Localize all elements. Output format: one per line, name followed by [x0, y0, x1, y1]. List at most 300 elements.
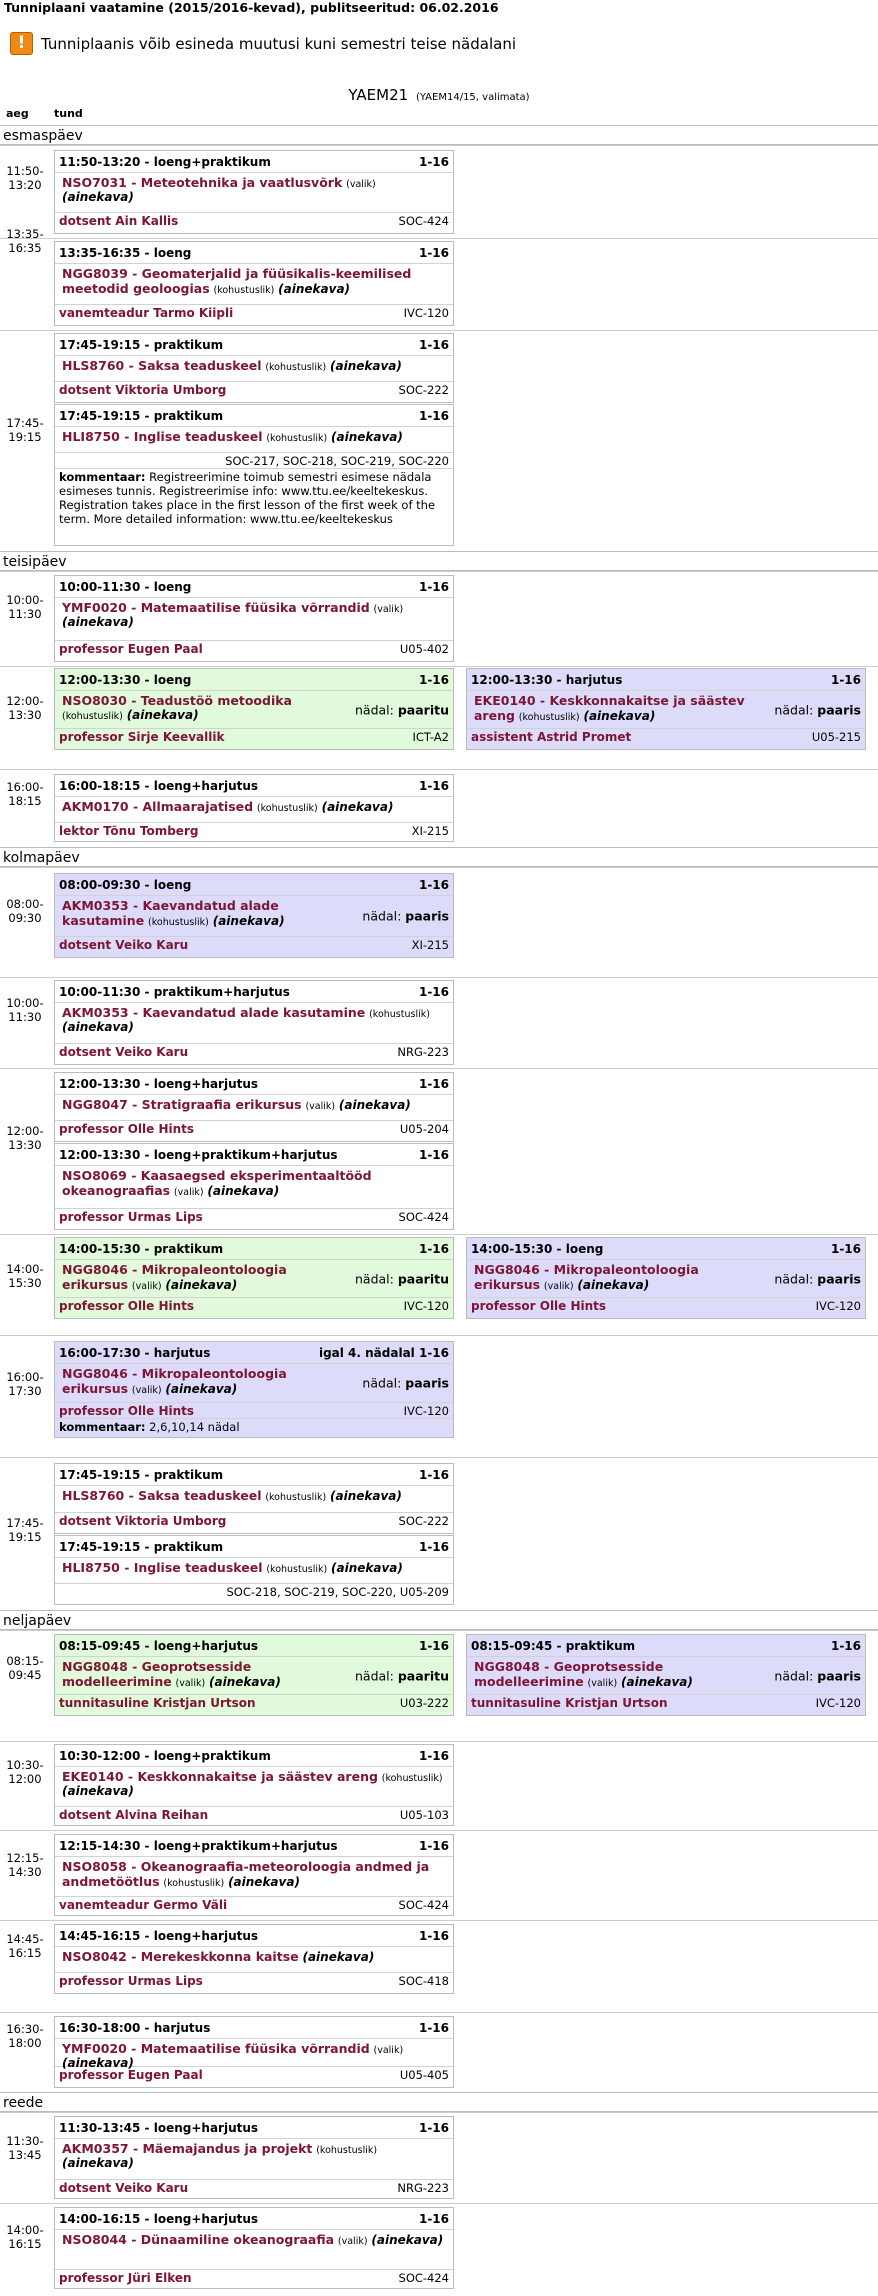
course-text: [62, 1366, 353, 1396]
course-type-tag: (valik): [543, 1281, 574, 1292]
day-header: reede: [0, 2092, 878, 2112]
lecturer-room-row: [467, 729, 865, 745]
group-code: YAEM21: [348, 86, 409, 104]
lecturer-link[interactable]: dotsent Viktoria Umborg: [59, 383, 227, 397]
class-card: [54, 333, 454, 403]
class-card: [54, 1237, 454, 1319]
course-link[interactable]: NSO7031 - Meteotehnika ja vaatlusvõrk: [62, 175, 343, 190]
slot-separator: [0, 238, 878, 239]
class-card: [54, 150, 454, 234]
lecturer-link[interactable]: dotsent Veiko Karu: [59, 2181, 189, 2195]
room-label: XI-215: [411, 824, 449, 838]
ainekava-link[interactable]: (ainekava): [62, 1784, 134, 1798]
room-label: ICT-A2: [412, 730, 449, 744]
class-time-type: 08:15-09:45 - loeng+harjutus: [59, 1639, 259, 1653]
class-card: [466, 668, 866, 750]
class-card: [54, 2016, 454, 2088]
class-weeks: 1-16: [418, 246, 449, 260]
class-header: [55, 1144, 453, 1166]
class-weeks: 1-16: [418, 338, 449, 352]
course-type-tag: (valik): [587, 1678, 618, 1689]
course-link[interactable]: EKE0140 - Keskkonnakaitse ja säästev areng: [62, 1769, 378, 1784]
comment-label: kommentaar:: [59, 470, 146, 484]
week-label: nädal:: [362, 1375, 402, 1391]
class-card: [54, 2116, 454, 2199]
week-label: nädal:: [774, 702, 814, 717]
week-parity: [774, 1668, 861, 1683]
lecturer-room-row: [467, 1298, 865, 1314]
week-label: nädal:: [774, 1271, 814, 1286]
class-header: [55, 1238, 453, 1260]
course-type-tag: (kohustuslik): [256, 803, 318, 814]
class-header: [55, 1745, 453, 1767]
course-type-tag: (kohustuslik): [266, 433, 328, 444]
course-text: [62, 1560, 449, 1575]
group-title: [0, 86, 878, 104]
lecturer-link[interactable]: professor Olle Hints: [59, 1299, 195, 1313]
course-link[interactable]: HLI8750 - Inglise teaduskeel: [62, 429, 263, 444]
week-label: nädal:: [354, 1271, 394, 1286]
week-parity-value: paaritu: [397, 702, 449, 717]
week-parity-value: paaris: [817, 702, 861, 717]
time-label: 14:45- 16:15: [6, 1932, 44, 1960]
course-row: [55, 2139, 453, 2180]
course-link[interactable]: NGG8048 - Geoprotsesside modelleerimine: [62, 1659, 252, 1689]
lecturer-room-row: [55, 382, 453, 398]
room-label: U05-215: [811, 730, 861, 744]
class-weeks: 1-16: [418, 878, 449, 892]
course-row: [55, 1260, 453, 1298]
page-title: Tunniplaani vaatamine (2015/2016-kevad), publitseeritud: 06.02.2016: [4, 0, 499, 15]
ainekava-link[interactable]: (ainekava): [321, 800, 394, 814]
lecturer-link[interactable]: dotsent Viktoria Umborg: [59, 1514, 227, 1528]
course-link[interactable]: NSO8058 - Okeanograafia-meteoroloogia andmed ja andmetöötlus: [62, 1859, 430, 1889]
lecturer-link[interactable]: assistent Astrid Promet: [471, 730, 632, 744]
class-card: [54, 980, 454, 1065]
week-parity-value: paaris: [405, 1375, 449, 1391]
course-type-tag: (valik): [373, 2045, 404, 2056]
class-card: [54, 1143, 454, 1230]
course-type-tag: (kohustuslik): [518, 712, 580, 723]
course-link[interactable]: AKM0353 - Kaevandatud alade kasutamine: [62, 898, 279, 928]
room-label: SOC-424: [398, 1898, 449, 1912]
class-weeks: 1-16: [418, 1242, 449, 1256]
time-label: 13:35- 16:35: [6, 227, 44, 255]
ainekava-link[interactable]: (ainekava): [338, 1098, 411, 1112]
course-link[interactable]: YMF0020 - Matemaatilise füüsika võrrandid: [62, 600, 370, 615]
course-type-tag: (kohustuslik): [266, 1564, 328, 1575]
class-time-type: 12:15-14:30 - loeng+praktikum+harjutus: [59, 1839, 338, 1853]
class-weeks: 1-16: [418, 1749, 449, 1763]
time-label: 17:45- 19:15: [6, 416, 44, 444]
class-weeks: igal 4. nädalal 1-16: [318, 1346, 449, 1360]
ainekava-link[interactable]: (ainekava): [228, 1875, 300, 1889]
class-time-type: 12:00-13:30 - loeng+praktikum+harjutus: [59, 1148, 338, 1162]
class-weeks: 1-16: [418, 580, 449, 594]
room-label: U05-405: [399, 2068, 449, 2082]
course-text: [62, 799, 449, 814]
room-label: SOC-222: [398, 1514, 449, 1528]
class-time-type: 14:00-16:15 - loeng+harjutus: [59, 2212, 259, 2226]
class-time-type: 17:45-19:15 - praktikum: [59, 338, 224, 352]
class-card: [54, 774, 454, 842]
course-row: [55, 264, 453, 305]
course-link[interactable]: EKE0140 - Keskkonnakaitse ja säästev areng: [474, 693, 745, 723]
lecturer-room-row: [55, 937, 453, 953]
ainekava-link[interactable]: (ainekava): [583, 709, 656, 723]
lecturer-room-row: [55, 1513, 453, 1529]
course-type-tag: (valik): [175, 1678, 206, 1689]
class-time-type: 13:35-16:35 - loeng: [59, 246, 192, 260]
room-label: SOC-424: [398, 214, 449, 228]
course-text: [62, 2041, 449, 2070]
class-weeks: 1-16: [418, 673, 449, 687]
course-text: [62, 1262, 353, 1292]
class-header: [55, 242, 453, 264]
course-text: [62, 898, 353, 928]
lecturer-link[interactable]: professor Urmas Lips: [59, 1974, 203, 1988]
course-text: [62, 600, 449, 629]
comment-label: kommentaar:: [59, 1420, 146, 1434]
class-card: [54, 873, 454, 958]
class-weeks: 1-16: [418, 409, 449, 423]
course-row: [55, 1095, 453, 1121]
comment-row: [55, 469, 453, 527]
week-label: nädal:: [362, 908, 402, 924]
class-time-type: 14:45-16:15 - loeng+harjutus: [59, 1929, 259, 1943]
lecturer-link[interactable]: dotsent Veiko Karu: [59, 938, 189, 952]
room-label: SOC-418: [398, 1974, 449, 1988]
slot-separator: [0, 145, 878, 146]
ainekava-link[interactable]: (ainekava): [62, 615, 134, 629]
ainekava-link[interactable]: (ainekava): [577, 1278, 650, 1292]
slot-separator: [0, 1920, 878, 1921]
lecturer-room-row: [55, 1121, 453, 1137]
class-time-type: 12:00-13:30 - loeng: [59, 673, 192, 687]
lecturer-link[interactable]: dotsent Veiko Karu: [59, 1045, 189, 1059]
course-row: [55, 1558, 453, 1584]
course-row: [55, 2230, 453, 2270]
class-time-type: 16:00-17:30 - harjutus: [59, 1346, 211, 1360]
course-link[interactable]: HLI8750 - Inglise teaduskeel: [62, 1560, 263, 1575]
lecturer-link[interactable]: lektor Tõnu Tomberg: [59, 824, 199, 838]
course-link[interactable]: NGG8046 - Mikropaleontoloogia erikursus: [474, 1262, 699, 1292]
ainekava-link[interactable]: (ainekava): [126, 708, 199, 722]
class-time-type: 17:45-19:15 - praktikum: [59, 1540, 224, 1554]
lecturer-room-row: [467, 1695, 865, 1711]
slot-separator: [0, 2012, 878, 2013]
course-link[interactable]: NGG8039 - Geomaterjalid ja füüsikalis-keemilised meetodid geoloogias: [62, 266, 412, 296]
course-row: [55, 427, 453, 453]
class-header: [55, 775, 453, 797]
room-label: XI-215: [411, 938, 449, 952]
class-time-type: 08:00-09:30 - loeng: [59, 878, 192, 892]
class-header: [55, 981, 453, 1003]
class-time-type: 11:30-13:45 - loeng+harjutus: [59, 2121, 259, 2135]
time-label: 10:00- 11:30: [6, 996, 44, 1024]
course-link[interactable]: HLS8760 - Saksa teaduskeel: [62, 358, 262, 373]
course-text: [62, 1168, 449, 1198]
lecturer-link[interactable]: professor Eugen Paal: [59, 2068, 203, 2082]
ainekava-link[interactable]: (ainekava): [331, 430, 403, 444]
ainekava-link[interactable]: (ainekava): [278, 282, 351, 296]
ainekava-link[interactable]: (ainekava): [209, 1675, 281, 1689]
class-header: [55, 334, 453, 356]
course-type-tag: (kohustuslik): [369, 1009, 430, 1020]
ainekava-link[interactable]: (ainekava): [212, 914, 285, 928]
warning-icon: [10, 32, 33, 55]
course-text: [62, 1097, 449, 1112]
course-type-tag: (valik): [373, 604, 404, 615]
class-card: [466, 1634, 866, 1716]
class-card: [54, 1834, 454, 1916]
time-label: 10:30- 12:00: [6, 1758, 44, 1786]
course-link[interactable]: NGG8048 - Geoprotsesside modelleerimine: [474, 1659, 664, 1689]
class-card: [54, 404, 454, 546]
time-label: 12:00- 13:30: [6, 1124, 44, 1152]
week-parity-value: paaris: [405, 908, 449, 924]
lecturer-room-row: [55, 823, 453, 839]
day-header: teisipäev: [0, 551, 878, 571]
lecturer-link[interactable]: professor Jüri Elken: [59, 2271, 192, 2285]
time-label: 11:30- 13:45: [6, 2134, 44, 2162]
course-link[interactable]: NGG8046 - Mikropaleontoloogia erikursus: [62, 1366, 287, 1396]
week-parity-value: paaritu: [397, 1668, 449, 1683]
time-label: 16:00- 17:30: [6, 1370, 44, 1398]
slot-separator: [0, 330, 878, 331]
ainekava-link[interactable]: (ainekava): [165, 1382, 238, 1396]
room-label: U03-222: [399, 1696, 449, 1710]
course-text: [62, 1005, 449, 1034]
time-label: 14:00- 16:15: [6, 2223, 44, 2251]
class-weeks: 1-16: [418, 1540, 449, 1554]
lecturer-link[interactable]: professor Urmas Lips: [59, 1210, 203, 1224]
course-type-tag: (valik): [346, 179, 376, 190]
course-text: [62, 693, 353, 722]
room-label: U05-204: [399, 1122, 449, 1136]
lecturer-room-row: [55, 1807, 453, 1823]
class-weeks: 1-16: [830, 1242, 861, 1256]
class-header: [467, 1238, 865, 1260]
class-time-type: 17:45-19:15 - praktikum: [59, 409, 224, 423]
lecturer-room-row: [55, 1209, 453, 1225]
slot-separator: [0, 1630, 878, 1631]
class-weeks: 1-16: [418, 985, 449, 999]
class-weeks: 1-16: [418, 1077, 449, 1091]
course-text: [474, 1659, 765, 1689]
class-weeks: 1-16: [830, 1639, 861, 1653]
week-label: nädal:: [354, 1668, 394, 1683]
ainekava-link[interactable]: (ainekava): [207, 1184, 280, 1198]
course-link[interactable]: NSO8044 - Dünaamiline okeanograafia: [62, 2232, 335, 2247]
week-parity-value: paaritu: [397, 1271, 449, 1286]
lecturer-link[interactable]: dotsent Alvina Reihan: [59, 1808, 209, 1822]
ainekava-link[interactable]: (ainekava): [371, 2233, 444, 2247]
class-header: [55, 2117, 453, 2139]
class-weeks: 1-16: [418, 1148, 449, 1162]
course-text: [474, 1262, 765, 1292]
course-type-tag: (kohustuslik): [265, 1492, 327, 1503]
class-time-type: 12:00-13:30 - harjutus: [471, 673, 623, 687]
class-time-type: 16:00-18:15 - loeng+harjutus: [59, 779, 259, 793]
ainekava-link[interactable]: (ainekava): [62, 190, 134, 204]
lecturer-room-row: [55, 1973, 453, 1989]
time-label: 08:00- 09:30: [6, 897, 44, 925]
column-header-class: tund: [54, 107, 83, 120]
room-label: NRG-223: [397, 1045, 449, 1059]
class-header: [55, 1635, 453, 1657]
room-label: SOC-222: [398, 383, 449, 397]
course-row: [55, 1486, 453, 1513]
class-card: [54, 241, 454, 326]
course-link[interactable]: NGG8046 - Mikropaleontoloogia erikursus: [62, 1262, 287, 1292]
class-weeks: 1-16: [418, 2121, 449, 2135]
lecturer-link[interactable]: vanemteadur Germo Väli: [59, 1898, 228, 1912]
warning-text: Tunniplaanis võib esineda muutusi kuni semestri teise nädalani: [41, 34, 516, 53]
lecturer-room-row: [55, 1897, 453, 1913]
course-link[interactable]: NSO8042 - Merekeskkonna kaitse: [62, 1949, 299, 1964]
course-link[interactable]: AKM0170 - Allmaarajatised: [62, 799, 254, 814]
course-type-tag: (kohustuslik): [213, 285, 275, 296]
lecturer-link[interactable]: professor Olle Hints: [59, 1122, 195, 1136]
class-time-type: 10:00-11:30 - loeng: [59, 580, 192, 594]
ainekava-link[interactable]: (ainekava): [62, 2056, 134, 2070]
course-row: [55, 1857, 453, 1897]
course-link[interactable]: AKM0357 - Mäemajandus ja projekt: [62, 2141, 313, 2156]
class-header: [55, 1835, 453, 1857]
course-link[interactable]: YMF0020 - Matemaatilise füüsika võrrandid: [62, 2041, 370, 2056]
comment-text: 2,6,10,14 nädal: [149, 1420, 240, 1434]
room-label: U05-103: [399, 1808, 449, 1822]
ainekava-link[interactable]: (ainekava): [302, 1950, 375, 1964]
week-label: nädal:: [354, 702, 394, 717]
week-parity: [362, 909, 449, 924]
class-card: [54, 1341, 454, 1438]
lecturer-room-row: [55, 1695, 453, 1711]
course-link[interactable]: AKM0353 - Kaevandatud alade kasutamine: [62, 1005, 366, 1020]
class-header: [55, 669, 453, 691]
course-row: [55, 1166, 453, 1209]
course-link[interactable]: HLS8760 - Saksa teaduskeel: [62, 1488, 262, 1503]
class-card: [54, 575, 454, 662]
class-weeks: 1-16: [418, 155, 449, 169]
class-header: [467, 1635, 865, 1657]
course-text: [62, 1769, 449, 1798]
class-time-type: 14:00-15:30 - loeng: [471, 1242, 604, 1256]
class-time-type: 12:00-13:30 - loeng+harjutus: [59, 1077, 259, 1091]
slot-separator: [0, 867, 878, 868]
class-header: [55, 2208, 453, 2230]
lecturer-link[interactable]: tunnitasuline Kristjan Urtson: [471, 1696, 668, 1710]
ainekava-link[interactable]: (ainekava): [165, 1278, 238, 1292]
class-weeks: 1-16: [830, 673, 861, 687]
time-label: 12:00- 13:30: [6, 694, 44, 722]
slot-separator: [0, 1335, 878, 1336]
time-label: 16:00- 18:15: [6, 780, 44, 808]
room-label: SOC-424: [398, 1210, 449, 1224]
class-weeks: 1-16: [418, 2021, 449, 2035]
class-time-type: 08:15-09:45 - praktikum: [471, 1639, 636, 1653]
lecturer-room-row: [55, 213, 453, 229]
class-time-type: 10:00-11:30 - praktikum+harjutus: [59, 985, 290, 999]
course-type-tag: (kohustuslik): [381, 1773, 443, 1784]
class-card: [54, 2207, 454, 2289]
class-time-type: 10:30-12:00 - loeng+praktikum: [59, 1749, 271, 1763]
ainekava-link[interactable]: (ainekava): [62, 1020, 134, 1034]
lecturer-link[interactable]: professor Olle Hints: [59, 1404, 195, 1418]
course-row: [55, 896, 453, 937]
course-row: [55, 797, 453, 823]
lecturer-link[interactable]: professor Eugen Paal: [59, 642, 203, 656]
day-header: kolmapäev: [0, 847, 878, 867]
class-card: [54, 1634, 454, 1716]
ainekava-link[interactable]: (ainekava): [331, 1561, 403, 1575]
slot-separator: [0, 1741, 878, 1742]
course-type-tag: (kohustuslik): [163, 1878, 225, 1889]
day-header: esmaspäev: [0, 125, 878, 145]
course-text: [62, 2141, 449, 2170]
course-row: [467, 1657, 865, 1695]
time-label: 11:50- 13:20: [6, 164, 44, 192]
lecturer-room-row: [55, 305, 453, 321]
week-parity: [355, 1668, 449, 1683]
class-weeks: 1-16: [418, 1839, 449, 1853]
lecturer-link[interactable]: dotsent Ain Kallis: [59, 214, 179, 228]
lecturer-link[interactable]: tunnitasuline Kristjan Urtson: [59, 1696, 256, 1710]
course-type-tag: (valik): [131, 1281, 162, 1292]
lecturer-room-row: [55, 2180, 453, 2196]
class-card: [54, 1744, 454, 1826]
course-link[interactable]: NGG8047 - Stratigraafia erikursus: [62, 1097, 302, 1112]
course-text: [62, 175, 449, 204]
lecturer-link[interactable]: professor Olle Hints: [471, 1299, 607, 1313]
course-type-tag: (kohustuslik): [62, 711, 123, 722]
slot-separator: [0, 666, 878, 667]
course-link[interactable]: NSO8030 - Teadustöö metoodika: [62, 693, 292, 708]
course-type-tag: (kohustuslik): [148, 917, 209, 928]
slot-separator: [0, 1457, 878, 1458]
slot-separator: [0, 2112, 878, 2113]
class-card: [54, 1924, 454, 1994]
rooms-row: SOC-218, SOC-219, SOC-220, U05-209: [226, 1585, 449, 1599]
course-row: [55, 691, 453, 729]
week-label: nädal:: [774, 1668, 814, 1683]
ainekava-link[interactable]: (ainekava): [330, 359, 402, 373]
lecturer-room-row: [55, 1044, 453, 1060]
ainekava-link[interactable]: (ainekava): [621, 1675, 693, 1689]
comment-row: [55, 1419, 453, 1435]
ainekava-link[interactable]: (ainekava): [62, 2156, 134, 2170]
class-header: [55, 576, 453, 598]
ainekava-link[interactable]: (ainekava): [330, 1489, 402, 1503]
class-card: [54, 668, 454, 750]
course-text: [62, 1859, 449, 1889]
comment-text: Registreerimine toimub semestri esimese nädala esimeses tunnis. Registreerimise info: www.ttu.ee/keeltekeskus. Registration takes place in the first lesson of the first week of the term. More detailed information: www.ttu.ee/keeltekeskus: [59, 470, 436, 526]
course-row: [467, 1260, 865, 1298]
lecturer-room-row: [55, 1403, 453, 1419]
week-parity-value: paaris: [817, 1668, 861, 1683]
lecturer-link[interactable]: professor Sirje Keevallik: [59, 730, 225, 744]
class-weeks: 1-16: [418, 1468, 449, 1482]
class-weeks: 1-16: [418, 1929, 449, 1943]
class-weeks: 1-16: [418, 2212, 449, 2226]
lecturer-link[interactable]: vanemteadur Tarmo Kiipli: [59, 306, 234, 320]
lecturer-room-row: [55, 2270, 453, 2286]
class-weeks: 1-16: [418, 779, 449, 793]
class-header: [55, 1073, 453, 1095]
course-link[interactable]: NSO8069 - Kaasaegsed eksperimentaaltööd okeanograafias: [62, 1168, 372, 1198]
class-time-type: 16:30-18:00 - harjutus: [59, 2021, 211, 2035]
